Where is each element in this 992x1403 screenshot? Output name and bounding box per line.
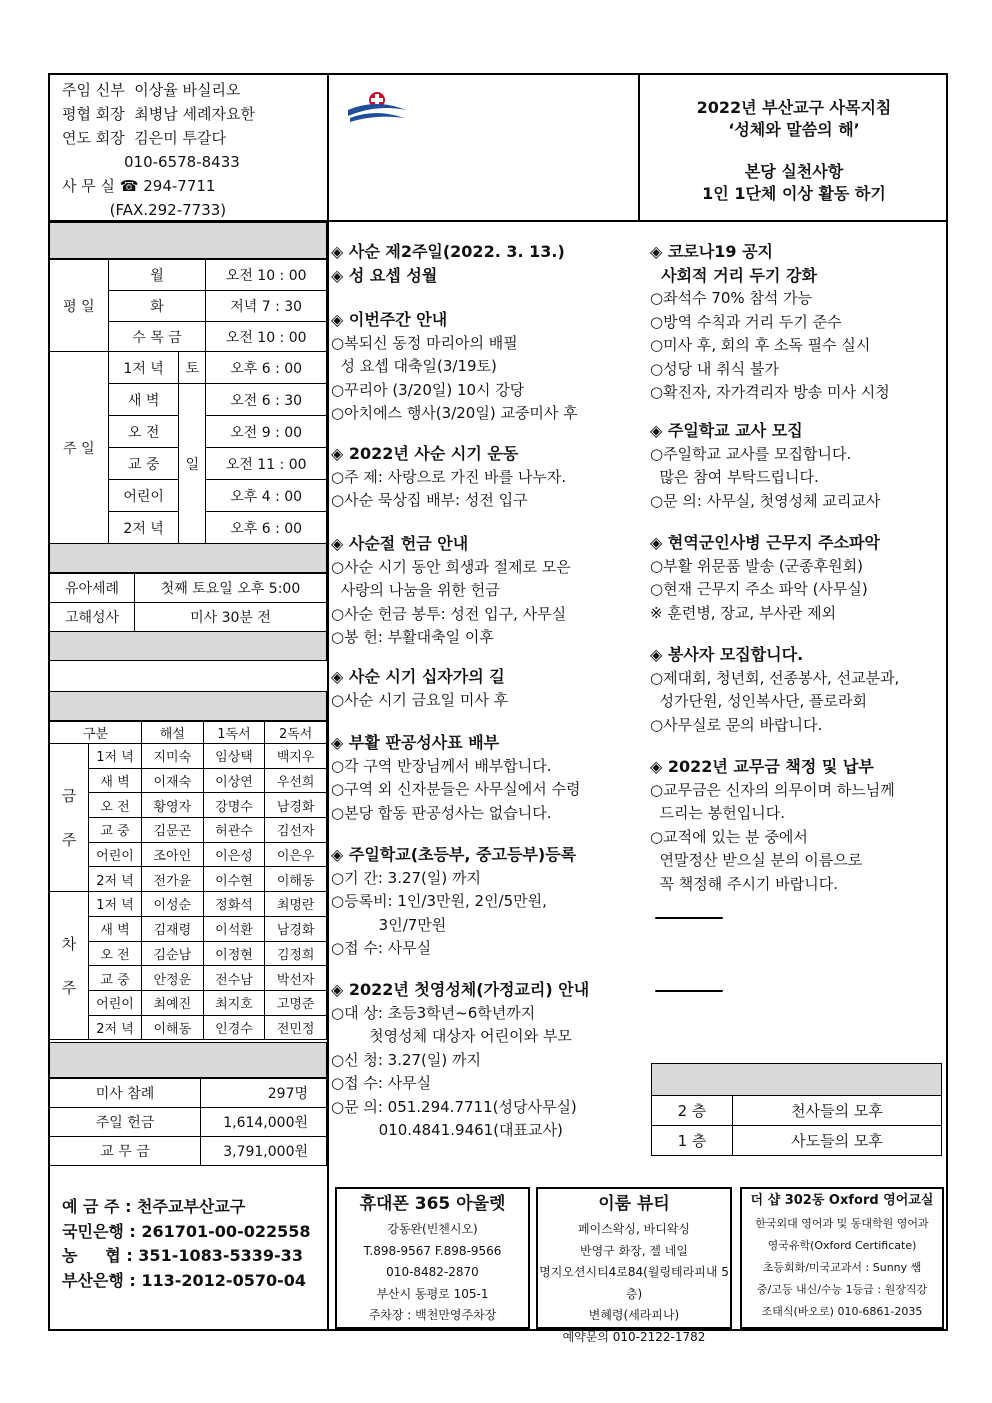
notice-line: ○미사 후, 회의 후 소독 필수 실시 bbox=[650, 336, 871, 354]
header-line: 사 무 실 ☎ 294-7711 bbox=[62, 177, 216, 195]
mass-times-table bbox=[49, 259, 327, 544]
sunday-day-label: 일 bbox=[179, 384, 206, 544]
mass-time: 오전 10 : 00 bbox=[206, 322, 327, 352]
notice-line: ○사순 시기 금요일 미사 후 bbox=[331, 690, 509, 709]
motto-line: 1인 1단체 이상 활동 하기 bbox=[702, 184, 886, 203]
servers-slot: 교 중 bbox=[89, 966, 142, 991]
notice-heading: ◈ 2022년 교무금 책정 및 납부 bbox=[650, 757, 874, 776]
server-name: 인경수 bbox=[203, 1015, 265, 1040]
notice-line: ○봉 헌: 부활대축일 이후 bbox=[331, 628, 494, 646]
server-name: 이은성 bbox=[203, 842, 265, 867]
mass-slot: 2저 녁 bbox=[108, 512, 179, 544]
server-name: 황영자 bbox=[142, 793, 204, 818]
divider bbox=[327, 222, 329, 1330]
notice-line: ○접 수: 사무실 bbox=[331, 1074, 432, 1092]
notice-line: ○성당 내 취식 불가 bbox=[650, 359, 779, 378]
notice-line: ○복되신 동정 마리아의 배필 bbox=[331, 333, 518, 352]
mass-slot: 오 전 bbox=[108, 416, 179, 448]
servers-slot: 오 전 bbox=[89, 941, 142, 966]
transfer-out-badge bbox=[655, 990, 723, 992]
notice-section bbox=[650, 643, 899, 737]
notice-line: ○각 구역 반장님께서 배부합니다. bbox=[331, 756, 552, 775]
notice-line: ○교적에 있는 분 중에서 bbox=[650, 827, 808, 846]
server-name: 조아인 bbox=[142, 842, 204, 867]
notice-section bbox=[331, 731, 581, 825]
notice-line: 성 요셉 대축일(3/19토) bbox=[331, 357, 497, 375]
servers-slot: 1저 녁 bbox=[89, 892, 142, 917]
notice-line: ○제대회, 청년회, 선종봉사, 선교분과, bbox=[650, 668, 900, 687]
notice-line: 드리는 봉헌입니다. bbox=[650, 804, 785, 822]
notice-line: 010.4841.9461(대표교사) bbox=[331, 1121, 563, 1139]
notice-heading: ◈ 부활 판공성사표 배부 bbox=[331, 733, 500, 752]
mass-time: 오전 10 : 00 bbox=[206, 260, 327, 291]
server-name: 이정현 bbox=[203, 941, 265, 966]
server-name: 지미숙 bbox=[142, 744, 204, 769]
ad-title: 이룸 뷰티 bbox=[598, 1194, 670, 1214]
next-week-label: 차 주 bbox=[50, 892, 89, 1040]
sacrament-title bbox=[49, 543, 327, 573]
server-name: 이해동 bbox=[142, 1015, 204, 1040]
motto-line: 2022년 부산교구 사목지침 bbox=[696, 98, 892, 117]
this-week-label: 금 주 bbox=[50, 744, 89, 892]
ad-line: 변혜령(세라피나) bbox=[588, 1308, 680, 1322]
notice-heading: ◈ 2022년 사순 시기 운동 bbox=[331, 444, 519, 463]
notice-heading: ◈ 봉사자 모집합니다. bbox=[650, 645, 804, 664]
mass-slot: 1저 녁 bbox=[108, 352, 179, 384]
server-name: 전수남 bbox=[203, 966, 265, 991]
servers-header: 2독서 bbox=[265, 722, 327, 744]
notice-line: 꼭 책정해 주시기 바랍니다. bbox=[650, 874, 838, 893]
ad-line: T.898-9567 F.898-9566 bbox=[363, 1243, 502, 1258]
mass-time: 오전 11 : 00 bbox=[206, 448, 327, 480]
notice-heading: ◈ 2022년 첫영성체(가정교리) 안내 bbox=[331, 980, 590, 999]
servers-slot: 2저 녁 bbox=[89, 867, 142, 892]
notice-line: ○사순 시기 동안 희생과 절제로 모은 bbox=[331, 557, 571, 576]
notice-line: ○주일학교 교사를 모집합니다. bbox=[650, 444, 852, 463]
header-line: 연도 회장 김은미 투갈다 bbox=[62, 129, 226, 147]
ad-line: 영국유학(Oxford Certificate) bbox=[767, 1239, 917, 1252]
servers-slot: 1저 녁 bbox=[89, 744, 142, 769]
notice-line: ○기 간: 3.27(일) 까지 bbox=[331, 868, 481, 887]
server-name: 백지우 bbox=[265, 744, 327, 769]
sacrament-table bbox=[49, 573, 327, 632]
server-name: 안정운 bbox=[142, 966, 204, 991]
server-name: 남경화 bbox=[265, 793, 327, 818]
mass-day: 수 목 금 bbox=[108, 322, 206, 352]
offering-label: 주일 헌금 bbox=[50, 1108, 201, 1137]
mass-times-title bbox=[49, 222, 327, 259]
saturday-label: 토 bbox=[179, 352, 206, 384]
server-name: 김문곤 bbox=[142, 818, 204, 843]
server-name: 강명수 bbox=[203, 793, 265, 818]
server-name: 임상택 bbox=[203, 744, 265, 769]
notice-line: ○주 제: 사랑으로 가진 바를 나누자. bbox=[331, 467, 567, 486]
servers-slot: 새 벽 bbox=[89, 768, 142, 793]
header-line: (FAX.292-7733) bbox=[62, 201, 227, 219]
notice-line: 3인/7만원 bbox=[331, 915, 447, 934]
notice-section bbox=[331, 978, 589, 1143]
mass-time: 오전 6 : 30 bbox=[206, 384, 327, 416]
notice-line: 연말정산 받으실 분의 이름으로 bbox=[650, 851, 863, 869]
server-name: 최명란 bbox=[265, 892, 327, 917]
notice-section bbox=[331, 264, 437, 288]
server-name: 김재령 bbox=[142, 916, 204, 941]
server-name: 전민정 bbox=[265, 1015, 327, 1040]
bank-account-line: 예 금 주 : 천주교부산교구 bbox=[62, 1197, 246, 1216]
mass-time: 오전 9 : 00 bbox=[206, 416, 327, 448]
ad-line: 부산시 동평로 105-1 bbox=[376, 1286, 489, 1301]
offering-table bbox=[49, 1078, 327, 1166]
sunday-label: 주 일 bbox=[50, 352, 109, 544]
motto-line: ‘성체와 말씀의 해’ bbox=[728, 120, 860, 139]
notice-section bbox=[331, 843, 576, 961]
transfer-in-badge bbox=[655, 917, 723, 919]
notice-section bbox=[650, 531, 880, 625]
server-name: 최지호 bbox=[203, 990, 265, 1015]
notice-line: 첫영성체 대상자 어린이와 부모 bbox=[331, 1027, 572, 1045]
header-line: 주임 신부 이상율 바실리오 bbox=[62, 81, 241, 99]
notice-section bbox=[331, 442, 566, 513]
notice-line: 성가단원, 성인복사단, 플로라회 bbox=[650, 692, 867, 710]
notice-line: 많은 참여 부탁드립니다. bbox=[650, 468, 819, 486]
cleaning-group: 사도들의 모후 bbox=[733, 1126, 942, 1156]
offering-title bbox=[49, 1042, 327, 1078]
weekday-label: 평 일 bbox=[50, 260, 109, 352]
server-name: 김정희 bbox=[265, 941, 327, 966]
sacrament-time: 첫째 토요일 오후 5:00 bbox=[135, 574, 327, 603]
notice-section bbox=[331, 308, 578, 426]
notice-line: ○구역 외 신자분들은 사무실에서 수령 bbox=[331, 780, 581, 798]
mass-slot: 교 중 bbox=[108, 448, 179, 480]
ad-line: 010-8482-2870 bbox=[386, 1265, 479, 1279]
notice-heading: ◈ 사순 시기 십자가의 길 bbox=[331, 667, 505, 686]
ad-box bbox=[536, 1187, 732, 1344]
mass-day: 화 bbox=[108, 291, 206, 322]
notice-line: ○문 의: 051.294.7711(성당사무실) bbox=[331, 1097, 577, 1116]
notice-heading: ◈ 사순절 헌금 안내 bbox=[331, 534, 469, 553]
notice-line: ○접 수: 사무실 bbox=[331, 939, 432, 957]
ad-line: 강동완(빈첸시오) bbox=[387, 1222, 478, 1236]
notice-heading: ◈ 사순 제2주일(2022. 3. 13.) bbox=[331, 242, 565, 261]
servers-slot: 어린이 bbox=[89, 990, 142, 1015]
server-name: 허관수 bbox=[203, 818, 265, 843]
server-name: 최예진 bbox=[142, 990, 204, 1015]
mass-time: 저녁 7 : 30 bbox=[206, 291, 327, 322]
notice-line: ○사순 헌금 봉투: 성전 입구, 사무실 bbox=[331, 604, 567, 623]
server-name: 박선자 bbox=[265, 966, 327, 991]
cleaning-floor: 1 층 bbox=[652, 1126, 733, 1156]
notice-line: ○등록비: 1인/3만원, 2인/5만원, bbox=[331, 892, 547, 910]
notice-line: ○대 상: 초등3학년~6학년까지 bbox=[331, 1003, 536, 1022]
servers-slot: 새 벽 bbox=[89, 916, 142, 941]
server-name: 정화석 bbox=[203, 892, 265, 917]
server-name: 이성순 bbox=[142, 892, 204, 917]
ad-line: 조태식(바오로) 010-6861-2035 bbox=[761, 1305, 923, 1318]
motto-line: 본당 실천사항 bbox=[744, 162, 844, 181]
notice-heading: ◈ 현역군인사병 근무지 주소파악 bbox=[650, 533, 880, 552]
notice-line: ○신 청: 3.27(일) 까지 bbox=[331, 1050, 481, 1069]
cleaning-floor: 2 층 bbox=[652, 1096, 733, 1126]
server-name: 김선자 bbox=[265, 818, 327, 843]
servers-header: 구분 bbox=[50, 722, 142, 744]
sacrament-time: 미사 30분 전 bbox=[135, 603, 327, 632]
cleaning-group: 천사들의 모후 bbox=[733, 1096, 942, 1126]
bank-account-line: 국민은행 : 261701-00-022558 bbox=[62, 1221, 311, 1241]
notice-line: ○꾸리아 (3/20일) 10시 강당 bbox=[331, 380, 525, 399]
ad-line: 한국외대 영어과 및 동대학원 영어과 bbox=[755, 1217, 929, 1230]
server-name: 이해동 bbox=[265, 867, 327, 892]
header-line: 평협 회장 최병남 세례자요한 bbox=[62, 105, 255, 123]
catechumen-text bbox=[49, 661, 327, 692]
server-name: 고명준 bbox=[265, 990, 327, 1015]
ad-title: 휴대폰 365 아울렛 bbox=[359, 1194, 506, 1214]
servers-slot: 2저 녁 bbox=[89, 1015, 142, 1040]
server-name: 이석환 bbox=[203, 916, 265, 941]
notice-section bbox=[331, 665, 508, 712]
divider bbox=[638, 74, 640, 220]
ad-line: 반영구 화장, 젤 네일 bbox=[580, 1243, 688, 1258]
server-name: 전가윤 bbox=[142, 867, 204, 892]
notice-line: 사회적 거리 두기 강화 bbox=[650, 265, 817, 285]
ad-line: 중/고등 내신/수능 1등급 : 원장직강 bbox=[756, 1283, 928, 1296]
notice-line: ○교무금은 신자의 의무이며 하느님께 bbox=[650, 780, 895, 799]
notice-line: ○사무실로 문의 바랍니다. bbox=[650, 715, 823, 734]
servers-slot: 어린이 bbox=[89, 842, 142, 867]
servers-title bbox=[49, 691, 327, 721]
notice-line: ○사순 묵상집 배부: 성전 입구 bbox=[331, 491, 528, 509]
notice-line: ※ 훈련병, 장교, 부사관 제외 bbox=[650, 603, 837, 622]
notice-line: ○문 의: 사무실, 첫영성체 교리교사 bbox=[650, 491, 881, 510]
ad-box bbox=[335, 1187, 530, 1329]
notice-line: ○좌석수 70% 참석 가능 bbox=[650, 289, 813, 307]
cleaning-title bbox=[651, 1063, 942, 1096]
ad-title: 더 샵 302동 Oxford 영어교실 bbox=[750, 1193, 934, 1208]
notice-section bbox=[331, 532, 571, 650]
server-name: 이재숙 bbox=[142, 768, 204, 793]
mass-time: 오후 6 : 00 bbox=[206, 352, 327, 384]
ad-line: 초등회화/미국교과서 : Sunny 쌤 bbox=[762, 1261, 922, 1274]
notice-heading: ◈ 주일학교(초등부, 중고등부)등록 bbox=[331, 845, 577, 864]
notice-line: ○현재 근무지 주소 파악 (사무실) bbox=[650, 580, 868, 598]
notice-line: ○본당 합동 판공성사는 없습니다. bbox=[331, 803, 552, 822]
server-name: 이상연 bbox=[203, 768, 265, 793]
divider bbox=[327, 74, 329, 220]
mass-time: 오후 6 : 00 bbox=[206, 512, 327, 544]
mass-time: 오후 4 : 00 bbox=[206, 480, 327, 512]
offering-label: 교 무 금 bbox=[50, 1137, 201, 1166]
logo-icon bbox=[346, 88, 408, 124]
notice-heading: ◈ 이번주간 안내 bbox=[331, 310, 448, 329]
mass-slot: 새 벽 bbox=[108, 384, 179, 416]
server-name: 이수현 bbox=[203, 867, 265, 892]
bank-account-line: 부산은행 : 113-2012-0570-04 bbox=[62, 1270, 307, 1290]
offering-value: 297명 bbox=[201, 1079, 327, 1108]
notice-section bbox=[650, 419, 880, 513]
notice-line: ○방역 수칙과 거리 두기 준수 bbox=[650, 312, 842, 331]
servers-header: 해설 bbox=[142, 722, 204, 744]
server-name: 남경화 bbox=[265, 916, 327, 941]
ad-line: 예약문의 010-2122-1782 bbox=[562, 1329, 706, 1344]
mass-day: 월 bbox=[108, 260, 206, 291]
header-line: 010-6578-8433 bbox=[62, 153, 240, 171]
offering-label: 미사 참례 bbox=[50, 1079, 201, 1108]
sacrament-name: 유아세례 bbox=[50, 574, 135, 603]
server-name: 우선희 bbox=[265, 768, 327, 793]
notice-line: 사랑의 나눔을 위한 헌금 bbox=[331, 581, 500, 599]
ad-line: 주차장 : 백천만영주차장 bbox=[368, 1308, 497, 1322]
notice-line: ○확진자, 자가격리자 방송 미사 시청 bbox=[650, 383, 890, 401]
servers-slot: 교 중 bbox=[89, 818, 142, 843]
notice-section bbox=[650, 240, 890, 405]
sacrament-name: 고해성사 bbox=[50, 603, 135, 632]
server-name: 이은우 bbox=[265, 842, 327, 867]
offering-value: 1,614,000원 bbox=[201, 1108, 327, 1137]
notice-heading: ◈ 성 요셉 성월 bbox=[331, 266, 438, 285]
notice-line: ○부활 위문품 발송 (군종후원회) bbox=[650, 556, 863, 575]
notice-heading: ◈ 코로나19 공지 bbox=[650, 242, 773, 261]
ad-box bbox=[740, 1187, 944, 1329]
server-name: 김순남 bbox=[142, 941, 204, 966]
ad-line: 페이스왁싱, 바디왁싱 bbox=[578, 1222, 690, 1236]
notice-section bbox=[331, 240, 565, 264]
parish-logo bbox=[346, 88, 408, 124]
bank-account-line: 농 협 : 351-1083-5339-33 bbox=[62, 1246, 303, 1265]
mass-slot: 어린이 bbox=[108, 480, 179, 512]
notice-line: ○아치에스 행사(3/20일) 교중미사 후 bbox=[331, 404, 578, 422]
notice-section bbox=[650, 755, 895, 896]
cleaning-table bbox=[651, 1095, 942, 1156]
catechumen-title bbox=[49, 631, 327, 661]
offering-value: 3,791,000원 bbox=[201, 1137, 327, 1166]
servers-header: 1독서 bbox=[203, 722, 265, 744]
ad-line: 명지오션시티4로84(월링테라피내 5층) bbox=[539, 1265, 729, 1301]
servers-table bbox=[49, 721, 327, 1040]
notice-heading: ◈ 주일학교 교사 모집 bbox=[650, 421, 803, 440]
servers-slot: 오 전 bbox=[89, 793, 142, 818]
